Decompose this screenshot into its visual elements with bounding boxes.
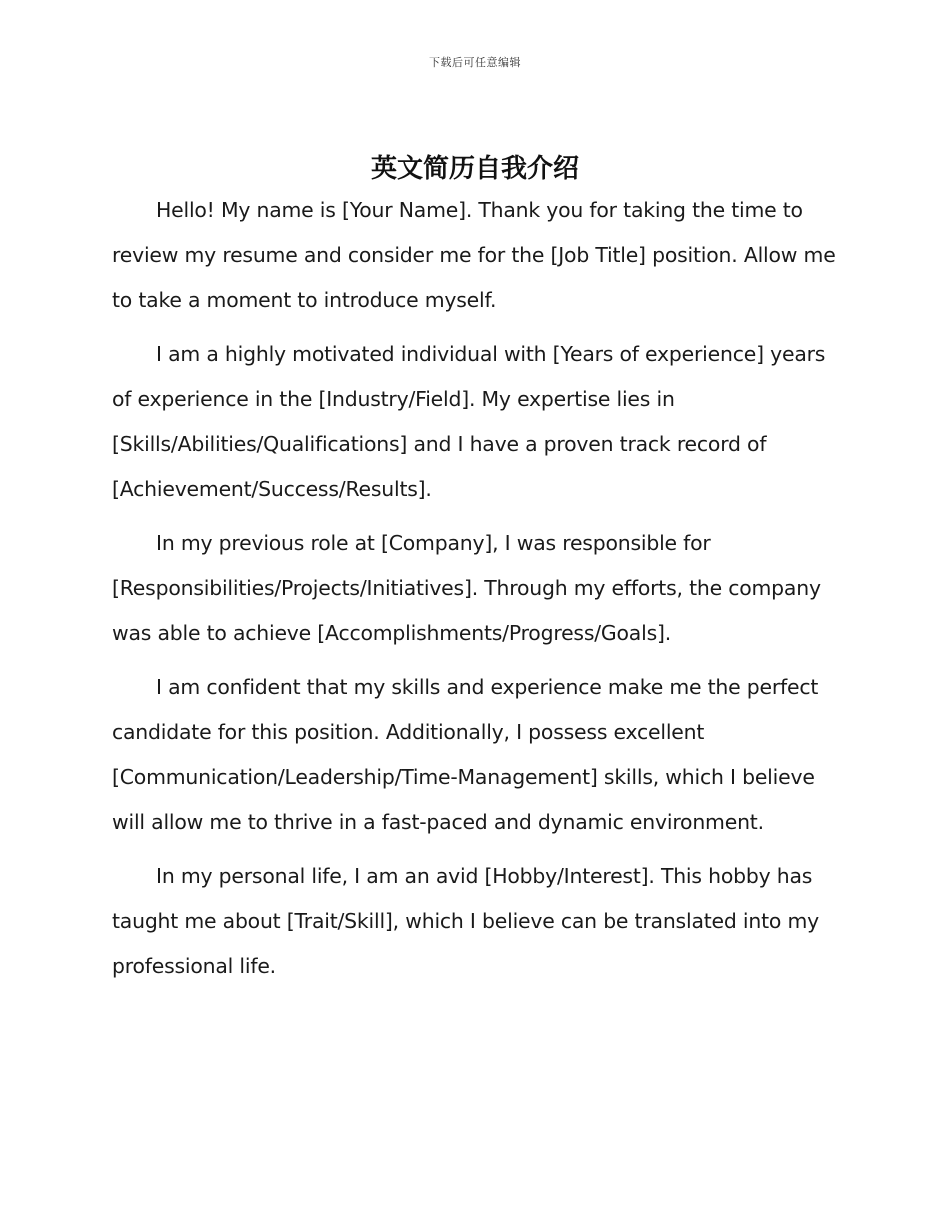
paragraph-skills: I am confident that my skills and experience make me the perfect candidate for this position. Additionally, I possess excellent [Communication/Leadership/Time-Management] skills, which I believe will allow me to thrive in a fast-paced and dynamic environment. — [112, 675, 819, 834]
paragraph-personal-life: In my personal life, I am an avid [Hobby/Interest]. This hobby has taught me about [Trait/Skill], which I believe can be translated into my professional life. — [112, 864, 819, 978]
document-title: 英文简历自我介绍 — [370, 154, 579, 184]
paragraph-introduction: Hello! My name is [Your Name]. Thank you for taking the time to review my resume and consider me for the [Job Title] position. Allow me to take a moment to introduce myself. — [112, 198, 836, 312]
paragraph-experience: I am a highly motivated individual with [Years of experience] years of experience in the [Industry/Field]. My expertise lies in [Skills/Abilities/Qualifications] and I have a proven track record of [Achievement/Success/Results]. — [112, 342, 826, 501]
header-note: 下载后可任意编辑 — [429, 56, 521, 69]
document-body — [112, 188, 838, 998]
paragraph-previous-role: In my previous role at [Company], I was responsible for [Responsibilities/Projects/Initiatives]. Through my efforts, the company was able to achieve [Accomplishments/Progress/Goals]. — [112, 531, 821, 645]
